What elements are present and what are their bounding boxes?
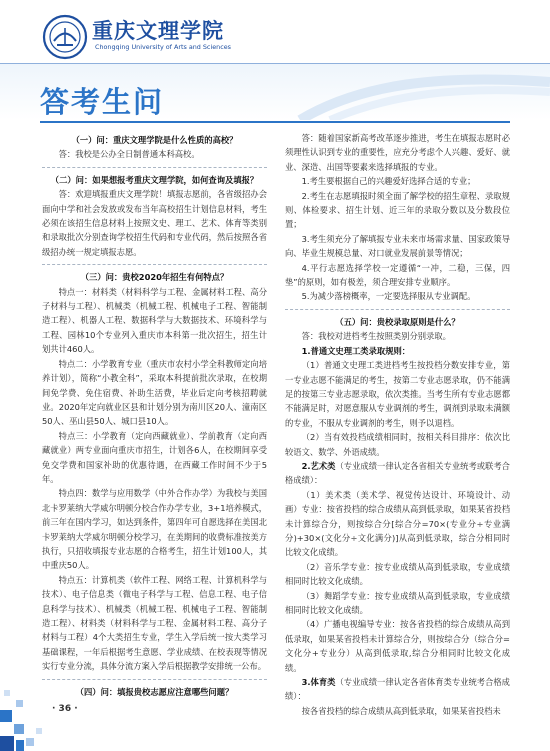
feature-5: 特点五：计算机类（软件工程、网络工程、计算机科学与技术）、电子信息类（微电子科学与工程、信息工程、电子信息科学与技术）、机械类（机械工程、机械电子工程、智能制造工程）、材料类（材料科学与工程、金属材料工程、高分子材料与工程）4个大类招生专业，学生入学后统一按大类学习基础课程，一年后根据考生意愿、学业成绩、在校表现等情况实行专业分流，具体分流方案入学后根据教学安排统一公布。 xyxy=(42,574,267,672)
section-title: 答考生问 xyxy=(40,85,165,119)
rule-heading-3-note: （专业成绩一律认定各省体育类专业统考合格成绩）： xyxy=(285,677,510,702)
rule-5: （3）舞蹈学专业：按专业成绩从高到低录取，专业成绩相同时比较文化成绩。 xyxy=(285,590,510,615)
tip-1: 1.考生要根据自己的兴趣爱好选择合适的专业； xyxy=(301,176,476,187)
tip-2: 2.考生在志愿填报时须全面了解学校的招生章程、录取规则、体检要求、招生计划、近三年的录取分数以及分数段位置； xyxy=(285,190,510,230)
question-3: （三）问：贵校2020年招生有何特点？ xyxy=(42,264,267,284)
rule-heading-2-label: 2.艺术类 xyxy=(301,460,336,471)
rule-4: （2）音乐学专业：按专业成绩从高到低录取，专业成绩相同时比较文化成绩。 xyxy=(285,561,510,587)
rule-heading-1: 1.普通文史理工类录取规则： xyxy=(301,345,411,356)
page-number: · 36 · xyxy=(52,704,78,714)
feature-2: 特点二：小学教育专业（重庆市农村小学全科教师定向培养计划），简称“小教全科”，采取本科提前批次录取，在校期间免学费、免住宿费、补助生活费，毕业后定向考核招聘就业。2020年定向就业区县和计划分别为南川区20人、潼南区50人、巫山县50人、城口县10人。 xyxy=(42,358,267,427)
title-underline xyxy=(40,121,510,123)
left-column xyxy=(42,131,267,699)
rule-3: （1）美术类（美术学、视觉传达设计、环境设计、动画）专业：按省投档的综合成绩从高到低录取，如果某省投档未计算综合分，则按综合分[综合分=70×(专业分÷专业满分)+30×(文化分÷文化满分)]从高到低录取，综合分相同时比较文化成绩。 xyxy=(285,489,510,558)
question-2: （二）问：如果想报考重庆文理学院，如何查询及填报？ xyxy=(42,167,267,187)
university-seal-icon xyxy=(42,14,88,60)
rule-heading-3 xyxy=(285,675,510,704)
question-1: （一）问：重庆文理学院是什么性质的高校？ xyxy=(71,135,238,145)
rule-heading-2-note: （专业成绩一律认定各省相关专业统考或联考合格成绩）： xyxy=(285,460,510,486)
rule-1: （1）普通文史理工类进档考生按投档分数安排专业，第一专业志愿不能满足的考生，按第二专业志愿录取，仍不能满足的按第三专业志愿录取，依次类推。当考生所有专业志愿都不能满足时，对愿意服从专业调剂的考生，调剂到录取未满额的专业，不服从专业调剂的考生，则予以退档。 xyxy=(285,360,510,428)
rule-7: 按各省投档的综合成绩从高到低录取，如果某省投档未 xyxy=(301,705,501,716)
answer-2: 答：欢迎填报重庆文理学院！填报志愿前，各省级招办会面向中学和社会发放或发布当年高校招生计划信息材料，考生必须在该招生信息材料上按照文史、理工、艺术、体育等类别和录取批次分别查询学校招生代码和专业代码，然后按照各省级招办统一规定填报志愿。 xyxy=(42,189,267,257)
feature-3: 特点三：小学教育（定向西藏就业）、学前教育（定向西藏就业）两专业面向重庆市招生，计划各6人，在校期间享受免交学费和国家补助的优惠待遇，在西藏工作时间不少于5年。 xyxy=(42,430,267,484)
tip-4: 4.平行志愿选择学校一定遵循“一冲，二稳，三保，四垫”的原则，如有极差，须合理安排专业顺序。 xyxy=(285,262,510,288)
answer-5: 答：我校对进档考生按照类别分别录取。 xyxy=(301,331,451,342)
university-name-cn: 重庆文理学院 xyxy=(92,18,224,43)
rule-2: （2）当有效投档成绩相同时，按相关科目排序：依次比较语文、数学、外语成绩。 xyxy=(285,432,510,457)
pixel-decoration xyxy=(0,640,110,751)
rule-6: （4）广播电视编导专业：按各省投档的综合成绩从高到低录取，如果某省投档未计算综合分，则按综合分（综合分=文化分+专业分）从高到低录取,综合分相同时比较文化成绩。 xyxy=(285,619,510,673)
right-column xyxy=(285,131,510,718)
feature-1: 特点一：材料类（材料科学与工程、金属材料工程、高分子材料与工程）、机械类（机械工程、机械电子工程、智能制造工程）、机器人工程、数据科学与大数据技术、环境科学与工程、园林10个专业列入重庆市本科第一批次招生，招生计划共计460人。 xyxy=(42,286,267,355)
page-header xyxy=(0,0,550,62)
answer-1: 答：我校是公办全日制普通本科高校。 xyxy=(58,149,200,160)
rule-heading-3-label: 3.体育类 xyxy=(301,677,336,688)
feature-4: 特点四：数学与应用数学（中外合作办学）为我校与美国北卡罗莱纳大学威尔明顿分校合作办学专业，3+1培养模式，前三年在国内学习，如达到条件，第四年可自愿选择在美国北卡罗莱纳大学威尔明顿分校学习，在美期间的收费标准按美方执行，只招收填报专业志愿的合格考生，招生计划100人，其中重庆50人。 xyxy=(42,488,267,571)
university-name-en: Chongqing University of Arts and Sciences xyxy=(95,43,231,51)
answer-4: 答：随着国家新高考改革逐步推进，考生在填报志愿时必须理性认识到专业的重要性，应充分考虑个人兴趣、爱好、就业、深造、出国等要素来选择填报的专业。 xyxy=(285,133,510,172)
rule-heading-2 xyxy=(285,459,510,488)
question-5: （五）问：贵校录取原则是什么？ xyxy=(285,309,510,329)
tip-3: 3.考生须充分了解填报专业未来市场需求量、国家政策导向、毕业生规模总量、对口就业发展前景等情况； xyxy=(285,233,510,259)
question-4: （四）问：填报贵校志愿应注意哪些问题？ xyxy=(42,679,267,699)
tip-5: 5.为减少落榜概率，一定要选择服从专业调配。 xyxy=(301,291,476,302)
